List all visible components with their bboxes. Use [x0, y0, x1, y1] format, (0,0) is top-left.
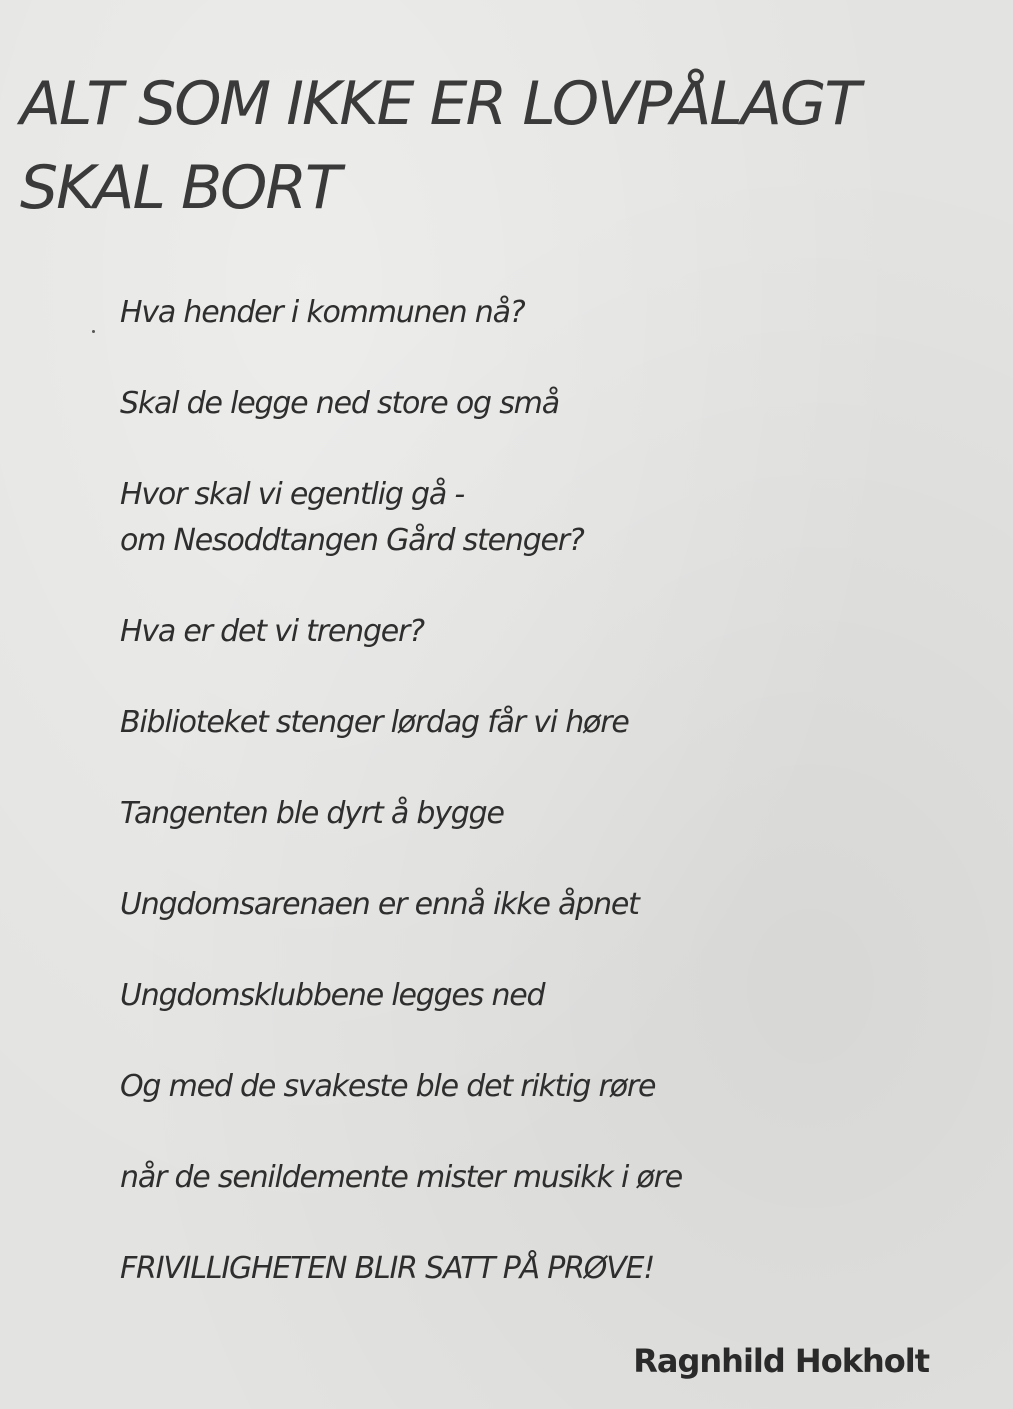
poem-title	[20, 62, 980, 230]
poem-line: når de senildemente mister musikk i øre	[120, 1160, 683, 1195]
poem-line: Og med de svakeste ble det riktig røre	[120, 1069, 656, 1104]
stanza	[120, 973, 980, 1019]
stanza	[120, 1155, 980, 1201]
poem-title-line-2: SKAL BORT	[20, 153, 340, 223]
stanza	[120, 609, 980, 655]
print-speck	[92, 330, 95, 333]
stanza	[120, 381, 980, 427]
poem-line: Skal de legge ned store og små	[120, 386, 559, 421]
poem-line: om Nesoddtangen Gård stenger?	[120, 523, 584, 558]
stanza	[120, 882, 980, 928]
poem-line: Hva hender i kommunen nå?	[120, 295, 525, 330]
poem-body	[120, 290, 980, 1337]
poem-line: Ungdomsarenaen er ennå ikke åpnet	[120, 887, 639, 922]
poem-line: Biblioteket stenger lørdag får vi høre	[120, 705, 629, 740]
stanza	[120, 1246, 980, 1292]
stanza	[120, 290, 980, 336]
poem-line: Ungdomsklubbene legges ned	[120, 978, 545, 1013]
poem-line: Hvor skal vi egentlig gå -	[120, 477, 464, 512]
poem-line: Tangenten ble dyrt å bygge	[120, 796, 504, 831]
stanza	[120, 1064, 980, 1110]
author-byline: Ragnhild Hokholt	[633, 1342, 929, 1380]
poem-line: FRIVILLIGHETEN BLIR SATT PÅ PRØVE!	[120, 1251, 655, 1286]
stanza	[120, 472, 980, 564]
stanza	[120, 700, 980, 746]
poem-title-line-1: ALT SOM IKKE ER LOVPÅLAGT	[20, 69, 860, 139]
poem-line: Hva er det vi trenger?	[120, 614, 424, 649]
stanza	[120, 791, 980, 837]
